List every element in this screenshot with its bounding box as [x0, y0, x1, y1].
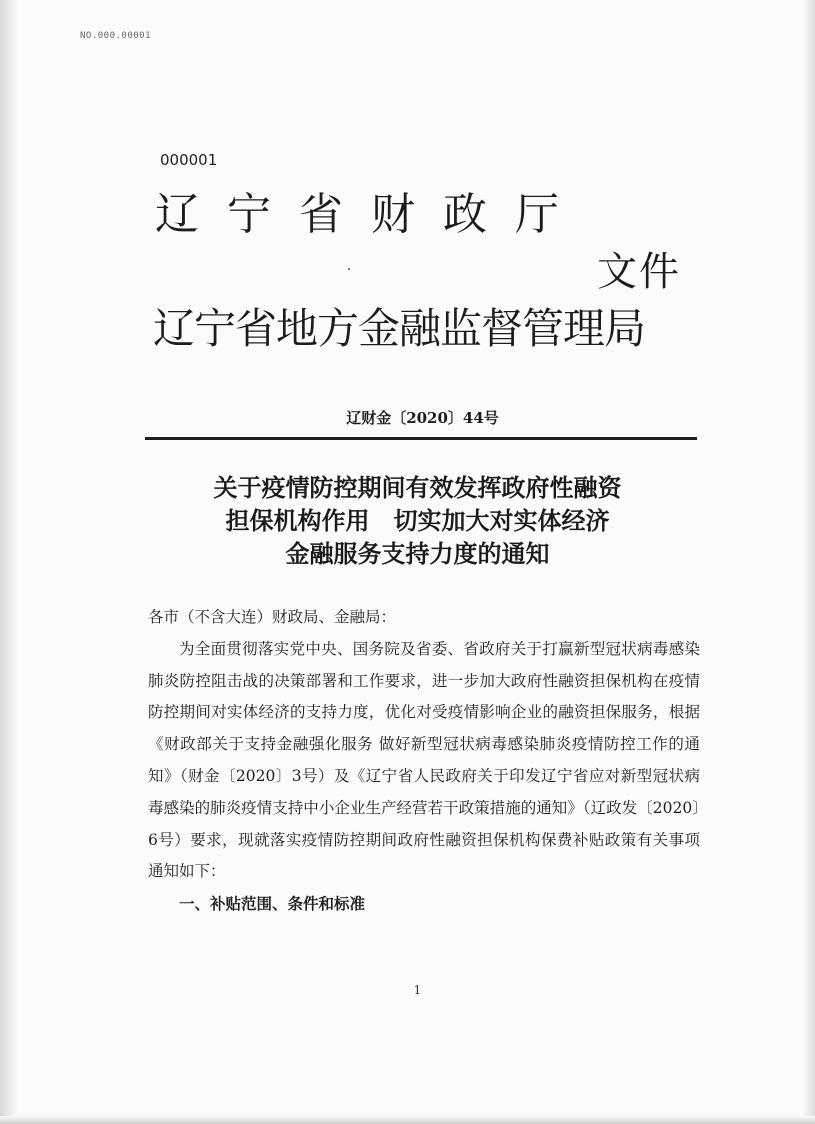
notice-title	[0, 471, 815, 570]
salutation: 各市（不含大连）财政局、金融局：	[148, 608, 397, 626]
header-divider-rule	[145, 437, 697, 440]
serial-number-top: NO.000.00001	[80, 31, 152, 41]
body-paragraph: 为全面贯彻落实党中央、国务院及省委、省政府关于打赢新型冠状病毒感染肺炎防控阻击战的决策部署和工作要求，进一步加大政府性融资担保机构在疫情防控期间对实体经济的支持力度，优化对受疫情影响企业的融资担保服务，根据《财政部关于支持金融强化服务 做好新型冠状病毒感染肺炎疫情防控工作的通知》（财金〔2020〕3号）及《辽宁省人民政府关于印发辽宁省应对新型冠状病毒感染的肺炎疫情支持中小企业生产经营若干政策措施的通知》（辽政发〔2020〕6号）要求，现就落实疫情防控期间政府性融资担保机构保费补贴政策有关事项通知如下：	[148, 639, 700, 881]
notice-body	[148, 602, 700, 920]
scan-speck	[348, 268, 350, 270]
document-number: 000001	[160, 151, 218, 169]
notice-title-line: 担保机构作用 切实加大对实体经济	[225, 506, 610, 535]
dispatch-number: 辽财金〔2020〕44号	[346, 409, 499, 427]
notice-title-line: 关于疫情防控期间有效发挥政府性融资	[213, 473, 622, 502]
section-heading: 一、补贴范围、条件和标准	[179, 894, 366, 914]
file-label: 文件	[597, 249, 681, 295]
issuer-finance-department: 辽宁省财政厅	[155, 189, 587, 240]
scan-edge-bottom	[0, 1116, 815, 1124]
page-number: 1	[413, 983, 422, 997]
notice-title-line: 金融服务支持力度的通知	[285, 539, 550, 568]
issuer-financial-regulatory-bureau: 辽宁省地方金融监督管理局	[153, 304, 646, 353]
